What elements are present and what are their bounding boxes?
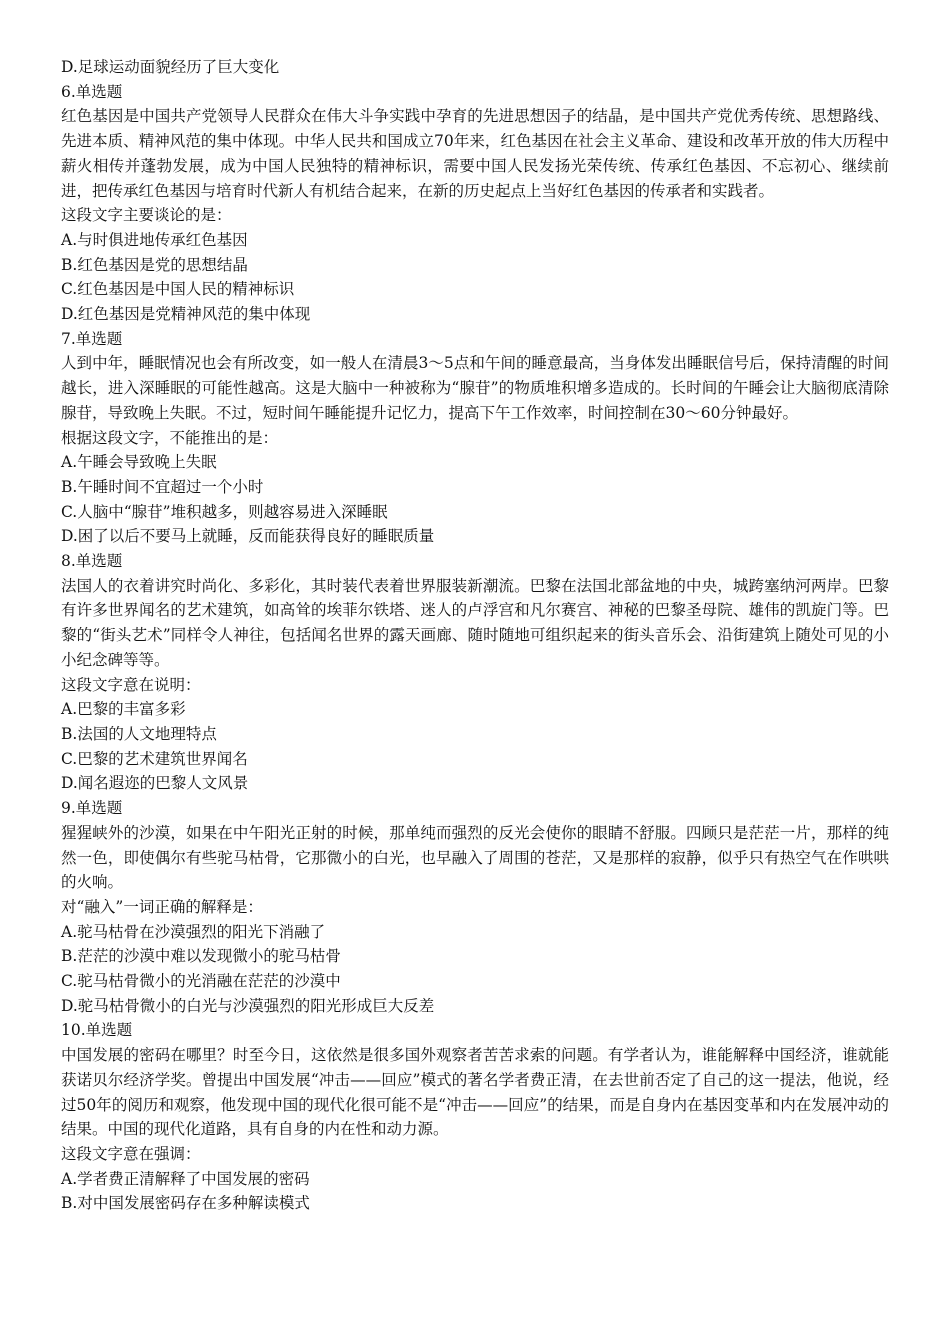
option-b: B.对中国发展密码存在多种解读模式 — [61, 1194, 310, 1213]
question-10 — [61, 1018, 889, 1216]
option-d: D.红色基因是党精神风范的集中体现 — [61, 305, 311, 324]
previous-option-d: D.足球运动面貌经历了巨大变化 — [61, 58, 280, 76]
document-page — [61, 55, 889, 1216]
question-8 — [61, 549, 889, 796]
question-7 — [61, 327, 889, 549]
option-a: A.巴黎的丰富多彩 — [61, 700, 186, 719]
question-6 — [61, 80, 889, 327]
option-a: A.与时俱进地传承红色基因 — [61, 230, 248, 249]
question-prompt: 根据这段文字，不能推出的是： — [61, 428, 279, 447]
question-passage: 猩猩峡外的沙漠，如果在中午阳光正射的时候，那单纯而强烈的反光会使你的眼睛不舒服。四顾只是茫茫一片，那样的纯然一色，即使偶尔有些驼马枯骨，它那微小的白光，也早融入了周围的苍茫，又是那样的寂静，似乎只有热空气在作哄哄的火响。 — [61, 823, 889, 892]
option-d: D.驼马枯骨微小的白光与沙漠强烈的阳光形成巨大反差 — [61, 996, 435, 1015]
question-prompt: 对“融入”一词正确的解释是： — [61, 897, 263, 916]
question-prompt: 这段文字意在说明： — [61, 675, 201, 694]
option-b: B.茫茫的沙漠中难以发现微小的驼马枯骨 — [61, 947, 341, 966]
question-number: 8.单选题 — [61, 552, 123, 571]
question-passage: 人到中年，睡眠情况也会有所改变，如一般人在清晨3～5点和午间的睡意最高，当身体发出睡眠信号后，保持清醒的时间越长，进入深睡眠的可能性越高。这是大脑中一种被称为“腺苷”的物质堆积增多造成的。长时间的午睡会让大脑彻底清除腺苷，导致晚上失眠。不过，短时间午睡能提升记忆力，提高下午工作效率，时间控制在30～60分钟最好。 — [61, 354, 889, 422]
question-number: 9.单选题 — [61, 799, 123, 818]
option-b: B.红色基因是党的思想结晶 — [61, 255, 248, 274]
option-a: A.学者费正清解释了中国发展的密码 — [61, 1169, 310, 1188]
option-c: C.人脑中“腺苷”堆积越多，则越容易进入深睡眠 — [61, 502, 388, 521]
question-number: 6.单选题 — [61, 82, 123, 101]
question-passage: 红色基因是中国共产党领导人民群众在伟大斗争实践中孕育的先进思想因子的结晶，是中国共产党优秀传统、思想路线、先进本质、精神风范的集中体现。中华人民共和国成立70年来，红色基因在社会主义革命、建设和改革开放的伟大历程中薪火相传并蓬勃发展，成为中国人民独特的精神标识，需要中国人民发扬光荣传统、传承红色基因、不忘初心、继续前进，把传承红色基因与培育时代新人有机结合起来，在新的历史起点上当好红色基因的传承者和实践者。 — [61, 107, 889, 200]
option-d: D.闻名遐迩的巴黎人文风景 — [61, 774, 249, 793]
option-a: A.午睡会导致晚上失眠 — [61, 453, 217, 472]
option-b: B.午睡时间不宜超过一个小时 — [61, 477, 264, 496]
option-d: D.困了以后不要马上就睡，反而能获得良好的睡眠质量 — [61, 527, 435, 546]
question-prompt: 这段文字主要谈论的是： — [61, 206, 232, 225]
question-passage: 中国发展的密码在哪里？时至今日，这依然是很多国外观察者苦苦求索的问题。有学者认为，谁能解释中国经济，谁就能获诺贝尔经济学奖。曾提出中国发展“冲击——回应”模式的著名学者费正清，在去世前否定了自己的这一提法，他说，经过50年的阅历和观察，他发现中国的现代化很可能不是“冲击——回应”的结果，而是自身内在基因变革和内在发展冲动的结果。中国的现代化道路，具有自身的内在性和动力源。 — [61, 1046, 889, 1139]
option-c: C.巴黎的艺术建筑世界闻名 — [61, 749, 248, 768]
option-b: B.法国的人文地理特点 — [61, 724, 217, 743]
option-c: C.驼马枯骨微小的光消融在茫茫的沙漠中 — [61, 972, 341, 991]
option-c: C.红色基因是中国人民的精神标识 — [61, 280, 295, 299]
question-passage: 法国人的衣着讲究时尚化、多彩化，其时装代表着世界服装新潮流。巴黎在法国北部盆地的中央，城跨塞纳河两岸。巴黎有许多世界闻名的艺术建筑，如高耸的埃菲尔铁塔、迷人的卢浮宫和凡尔赛宫、神秘的巴黎圣母院、雄伟的凯旋门等。巴黎的“街头艺术”同样令人神往，包括闻名世界的露天画廊、随时随地可组织起来的街头音乐会、沿街建筑上随处可见的小小纪念碑等等。 — [61, 576, 889, 669]
question-prompt: 这段文字意在强调： — [61, 1144, 201, 1163]
question-9 — [61, 796, 889, 1018]
question-number: 10.单选题 — [61, 1021, 133, 1040]
option-a: A.驼马枯骨在沙漠强烈的阳光下消融了 — [61, 922, 326, 941]
question-number: 7.单选题 — [61, 329, 123, 348]
